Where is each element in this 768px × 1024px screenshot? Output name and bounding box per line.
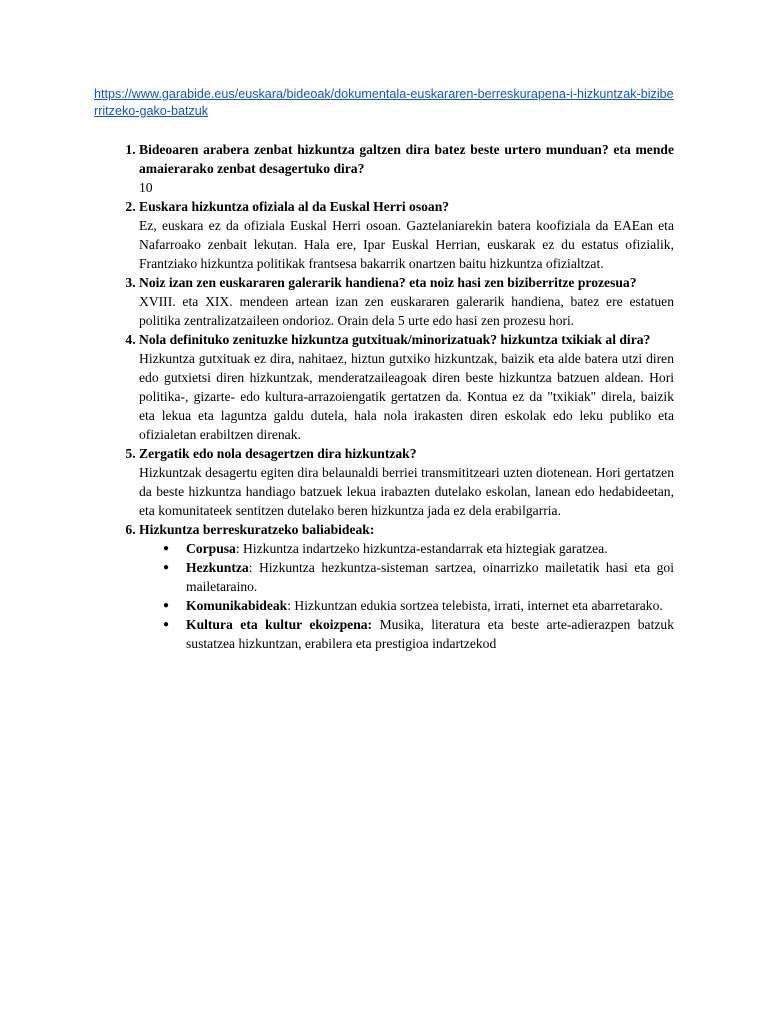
question-list — [94, 140, 674, 653]
resource-term: Hezkuntza — [186, 560, 249, 575]
answer-text: Ez, euskara ez da ofiziala Euskal Herri osoan. Gaztelaniarekin batera koofiziala da EAEan eta Nafarroako zenbait lekutan. Hala ere, Ipar Euskal Herrian, euskarak ez du estatus ofizialik, Frantziako hizkuntza politikak frantsesa bakarrik onartzen baitu hizkuntza ofizialtzat. — [139, 218, 674, 271]
video-link[interactable]: https://www.garabide.eus/euskara/bideoak/dokumentala-euskararen-berreskurapena-i-hizkuntzak-biziberritzeko-gako-batzuk — [94, 87, 674, 118]
resource-text: : Hizkuntza indartzeko hizkuntza-estandarrak eta hiztegiak garatzea. — [235, 541, 608, 556]
resource-term: Komunikabideak — [186, 598, 288, 613]
resource-item — [186, 558, 674, 596]
resource-item — [186, 615, 674, 653]
question-item — [139, 273, 674, 330]
question-item — [139, 444, 674, 520]
resource-list — [139, 539, 674, 653]
question-text: 4. Nola definituko zenituzke hizkuntza gutxituak/minorizatuak? hizkuntza txikiak al dira? — [139, 332, 651, 347]
answer-text: 10 — [139, 180, 153, 195]
answer-text: Hizkuntzak desagertu egiten dira belaunaldi berriei transmititzeari uzten diotenean. Hori gertatzen da beste hizkuntza handiago batzuek lekua irabazten dutelako eskolan, lanean edo hedabideetan, eta komunitateek sentitzen dutelako beren hizkuntza jada ez dela erabilgarria. — [139, 465, 674, 518]
resource-text: : Hizkuntzan edukia sortzea telebista, irrati, internet eta abarretarako. — [287, 598, 663, 613]
question-text: 1. Bideoaren arabera zenbat hizkuntza galtzen dira batez beste urtero munduan? eta mende amaierarako zenbat desagertuko dira? — [139, 142, 674, 176]
resource-text: Musika, literatura eta beste arte-adierazpen batzuk sustatzea hizkuntzan, erabilera eta prestigioa indartzekod — [186, 617, 674, 651]
resource-item — [186, 596, 674, 615]
question-item — [139, 140, 674, 197]
answer-text: XVIII. eta XIX. mendeen artean izan zen euskararen galerarik handiena, batez ere estatuen politika zentralizatzaileen ondorioz. Orain dela 5 urte edo hasi zen prozesu hori. — [139, 294, 674, 328]
resource-text: : Hizkuntza hezkuntza-sisteman sartzea, oinarrizko mailetatik hasi eta goi mailetaraino. — [186, 560, 674, 594]
question-text: 6. Hizkuntza berreskuratzeko baliabideak: — [139, 522, 375, 537]
question-text: 3. Noiz izan zen euskararen galerarik handiena? eta noiz hasi zen biziberritze prozesua? — [139, 275, 637, 290]
question-item — [139, 197, 674, 273]
resource-term: Kultura eta kultur ekoizpena: — [186, 617, 373, 632]
question-item — [139, 520, 674, 653]
question-text: 2. Euskara hizkuntza ofiziala al da Euskal Herri osoan? — [139, 199, 450, 214]
question-text: 5. Zergatik edo nola desagertzen dira hizkuntzak? — [139, 446, 417, 461]
question-item — [139, 330, 674, 444]
answer-text: Hizkuntza gutxituak ez dira, nahitaez, hiztun gutxiko hizkuntzak, baizik eta alde batera utzi diren edo gutxietsi diren hizkuntzak, menderatzaileagoak diren beste hizkuntza batzuen aldean. Hori politika-, gizarte- edo kultura-arrazoiengatik gertatzen da. Kontua ez da "txikiak" direla, baizik eta lekua eta laguntza galdu dutela, hala nola irakasten diren eskolak edo leku publiko eta ofizialetan erabiltzen direnak. — [139, 351, 674, 442]
resource-item — [186, 539, 674, 558]
resource-term: Corpusa — [186, 541, 236, 556]
